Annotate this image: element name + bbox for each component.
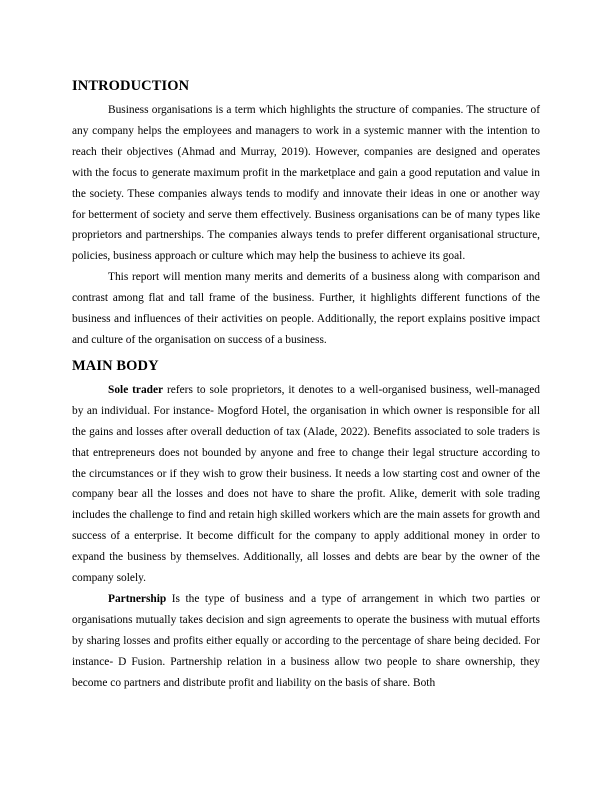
partnership-term: Partnership: [108, 592, 167, 605]
sole-trader-text: refers to sole proprietors, it denotes to a well-organised business, well-managed by an individual. For instance- Mogford Hotel, the organisation in which owner is responsible for all the gains and losses after overall deduction of tax (Alade, 2022). Benefits associated to sole traders is that entrepreneurs does not bounded by anyone and free to change their legal structure according to the circumstances or if they wish to grow their business. It needs a low starting cost and owner of the company bear all the losses and does not have to share the profit. Alike, demerit with sole trading includes the challenge to find and retain high skilled workers which are the main assets for growth and success of a enterprise. It become difficult for the company to apply additional money in order to expand the business by themselves. Additionally, all losses and debts are bear by the owner of the company solely.: [72, 383, 540, 585]
introduction-heading: INTRODUCTION: [72, 78, 190, 94]
sole-trader-term: Sole trader: [108, 383, 164, 396]
introduction-paragraph-2: This report will mention many merits and demerits of a business along with comparison and contrast among flat and tall frame of the business. Further, it highlights different functions of the business and influences of their activities on people. Additionally, the report explains positive impact and culture of the organisation on success of a business.: [72, 271, 540, 346]
document-body: [72, 76, 540, 693]
partnership-paragraph: [72, 589, 540, 694]
sole-trader-paragraph: [72, 380, 540, 589]
main-body-heading: MAIN BODY: [72, 357, 159, 374]
introduction-paragraph-1: Business organisations is a term which highlights the structure of companies. The structure of any company helps the employees and managers to work in a systemic manner with the intention to reach their objectives (Ahmad and Murray, 2019). However, companies are designed and operates with the focus to generate maximum profit in the marketplace and gain a good reputation and value in the society. These companies always tends to modify and innovate their ideas in one or another way for betterment of society and serve them effectively. Business organisations can be of many types like proprietors and partnerships. The companies always tends to prefer different organisational structure, policies, business approach or culture which may help the business to achieve its goal.: [72, 104, 540, 263]
partnership-text: Is the type of business and a type of arrangement in which two parties or organisations mutually takes decision and sign agreements to operate the business with mutual efforts by sharing losses and profits either equally or according to the percentage of share being decided. For instance- D Fusion. Partnership relation in a business allow two people to share ownership, they become co partners and distribute profit and liability on the basis of share. Both: [72, 592, 540, 689]
